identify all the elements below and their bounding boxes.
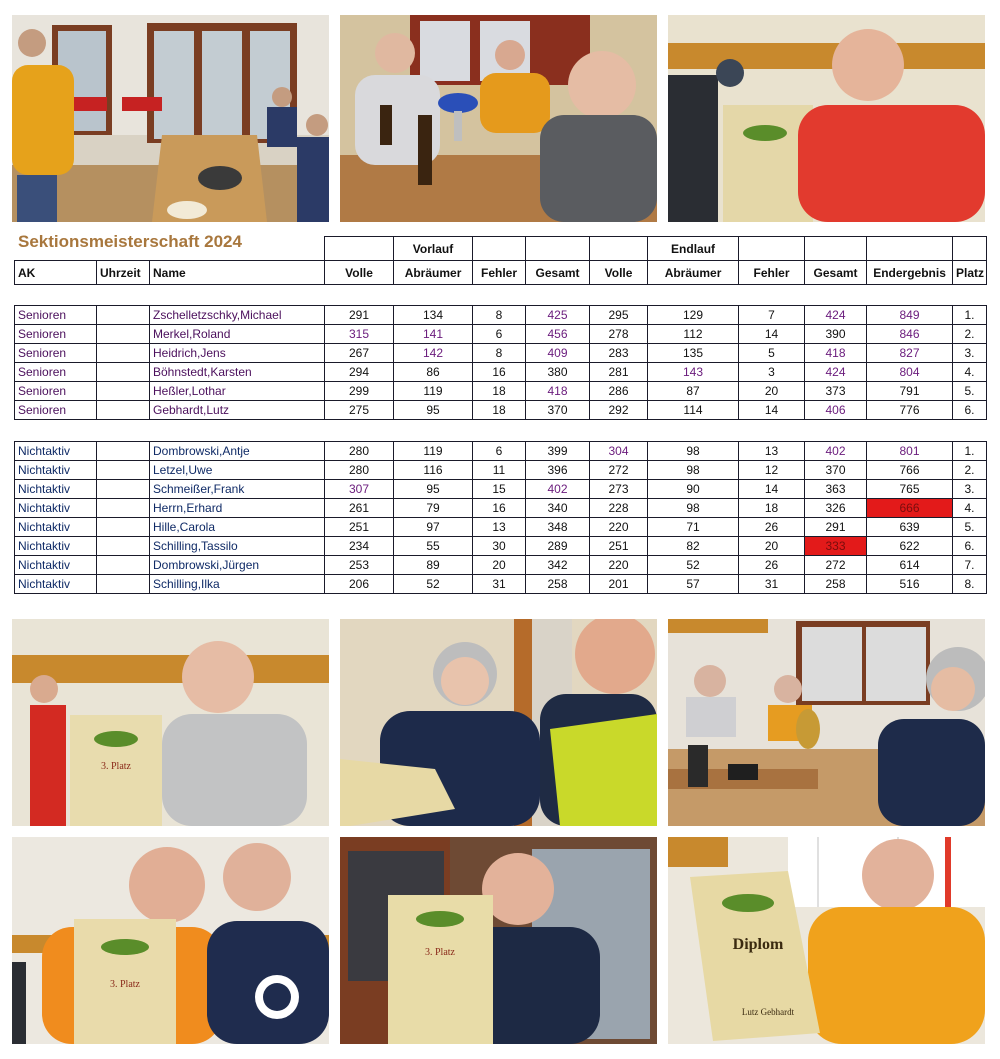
cell-platz: 1. (953, 442, 987, 461)
cell-v-fehler: 15 (473, 480, 526, 499)
cell-e-fehler: 26 (739, 556, 805, 575)
cell-name: Schmeißer,Frank (150, 480, 325, 499)
cell-v-gesamt: 402 (526, 480, 590, 499)
cell-ak: Nichtaktiv (15, 575, 97, 594)
cell-ak: Nichtaktiv (15, 537, 97, 556)
cell-v-gesamt: 342 (526, 556, 590, 575)
cell-v-fehler: 8 (473, 306, 526, 325)
cell-v-abr: 142 (394, 344, 473, 363)
table-row (15, 461, 987, 480)
cell-name: Dombrowski,Jürgen (150, 556, 325, 575)
cell-e-fehler: 3 (739, 363, 805, 382)
photo-certificate-red-sweater (668, 15, 985, 222)
cell-e-abr: 57 (648, 575, 739, 594)
cell-v-volle: 267 (325, 344, 394, 363)
cell-uhrzeit (97, 325, 150, 344)
cell-e-abr: 98 (648, 499, 739, 518)
cell-platz: 4. (953, 499, 987, 518)
cell-v-abr: 116 (394, 461, 473, 480)
header-vorlauf: Vorlauf (394, 237, 473, 261)
cell-e-volle: 220 (590, 518, 648, 537)
table-row (15, 325, 987, 344)
cell-e-volle: 201 (590, 575, 648, 594)
cell-v-gesamt: 370 (526, 401, 590, 420)
cell-ak: Nichtaktiv (15, 461, 97, 480)
cell-v-gesamt: 289 (526, 537, 590, 556)
cell-ende: 846 (867, 325, 953, 344)
cell-e-abr: 98 (648, 461, 739, 480)
table-row (15, 401, 987, 420)
cell-v-gesamt: 258 (526, 575, 590, 594)
cell-v-fehler: 18 (473, 401, 526, 420)
cell-v-abr: 89 (394, 556, 473, 575)
cell-v-abr: 52 (394, 575, 473, 594)
cell-v-abr: 119 (394, 442, 473, 461)
cell-e-gesamt: 390 (805, 325, 867, 344)
cell-v-abr: 119 (394, 382, 473, 401)
photo-woman-with-certificate (340, 619, 657, 826)
cell-v-gesamt: 340 (526, 499, 590, 518)
cell-v-gesamt: 399 (526, 442, 590, 461)
cell-platz: 3. (953, 480, 987, 499)
cell-v-gesamt: 396 (526, 461, 590, 480)
header-gesamt-end: Gesamt (805, 261, 867, 285)
diplom-name: Lutz Gebhardt (741, 1007, 795, 1017)
cell-ak: Nichtaktiv (15, 556, 97, 575)
cell-uhrzeit (97, 518, 150, 537)
cell-e-fehler: 20 (739, 537, 805, 556)
results-header (14, 236, 987, 285)
table-row (15, 556, 987, 575)
header-volle-end: Volle (590, 261, 648, 285)
cell-uhrzeit (97, 556, 150, 575)
cell-uhrzeit (97, 575, 150, 594)
cell-e-gesamt: 333 (805, 537, 867, 556)
cell-platz: 2. (953, 325, 987, 344)
cell-platz: 5. (953, 382, 987, 401)
page-title: Sektionsmeisterschaft 2024 (18, 232, 242, 251)
header-ak: AK (15, 261, 97, 285)
nichtaktiv-table (14, 441, 987, 594)
cell-e-fehler: 14 (739, 325, 805, 344)
header-abraeumer: Abräumer (394, 261, 473, 285)
cell-e-volle: 272 (590, 461, 648, 480)
cell-v-volle: 251 (325, 518, 394, 537)
photo-certificate-grey-sweater (12, 619, 329, 826)
cell-e-volle: 220 (590, 556, 648, 575)
cell-name: Böhnstedt,Karsten (150, 363, 325, 382)
cell-v-fehler: 11 (473, 461, 526, 480)
cell-ak: Nichtaktiv (15, 442, 97, 461)
cell-e-gesamt: 406 (805, 401, 867, 420)
cell-ende: 516 (867, 575, 953, 594)
table-row (15, 363, 987, 382)
cell-uhrzeit (97, 537, 150, 556)
cell-ende: 776 (867, 401, 953, 420)
cell-platz: 6. (953, 537, 987, 556)
table-row (15, 537, 987, 556)
table-row (15, 344, 987, 363)
cell-ende: 804 (867, 363, 953, 382)
cell-e-gesamt: 326 (805, 499, 867, 518)
cell-v-fehler: 6 (473, 442, 526, 461)
photo-trophy-toast (340, 15, 657, 222)
cell-e-gesamt: 363 (805, 480, 867, 499)
cell-ende: 614 (867, 556, 953, 575)
cell-v-abr: 95 (394, 401, 473, 420)
cell-uhrzeit (97, 499, 150, 518)
table-row (15, 575, 987, 594)
cell-e-volle: 228 (590, 499, 648, 518)
cell-e-abr: 143 (648, 363, 739, 382)
cell-platz: 3. (953, 344, 987, 363)
cell-e-abr: 52 (648, 556, 739, 575)
cell-ak: Nichtaktiv (15, 499, 97, 518)
cell-v-fehler: 6 (473, 325, 526, 344)
cell-ende: 622 (867, 537, 953, 556)
cell-uhrzeit (97, 344, 150, 363)
cell-e-abr: 71 (648, 518, 739, 537)
cell-e-abr: 87 (648, 382, 739, 401)
cell-v-fehler: 16 (473, 363, 526, 382)
diplom-heading: Diplom (732, 936, 784, 953)
cell-ak: Senioren (15, 325, 97, 344)
header-gesamt: Gesamt (526, 261, 590, 285)
cell-name: Merkel,Roland (150, 325, 325, 344)
cell-e-volle: 292 (590, 401, 648, 420)
cell-v-fehler: 8 (473, 344, 526, 363)
header-fehler-end: Fehler (739, 261, 805, 285)
cell-e-gesamt: 373 (805, 382, 867, 401)
cell-uhrzeit (97, 461, 150, 480)
photo-room-scene (12, 15, 329, 222)
cell-name: Schilling,Ilka (150, 575, 325, 594)
cell-e-gesamt: 370 (805, 461, 867, 480)
cell-e-abr: 129 (648, 306, 739, 325)
cell-e-fehler: 5 (739, 344, 805, 363)
cell-e-fehler: 26 (739, 518, 805, 537)
cell-name: Dombrowski,Antje (150, 442, 325, 461)
cell-v-abr: 141 (394, 325, 473, 344)
photo-two-men-certificate (12, 837, 329, 1044)
cell-e-volle: 283 (590, 344, 648, 363)
cell-name: Heßler,Lothar (150, 382, 325, 401)
photo-trophy-handover (668, 619, 985, 826)
cell-ak: Senioren (15, 401, 97, 420)
cell-uhrzeit (97, 306, 150, 325)
cell-e-fehler: 12 (739, 461, 805, 480)
header-fehler: Fehler (473, 261, 526, 285)
cell-v-volle: 280 (325, 461, 394, 480)
senioren-table (14, 305, 987, 420)
cell-e-fehler: 7 (739, 306, 805, 325)
cell-v-fehler: 31 (473, 575, 526, 594)
cell-v-gesamt: 425 (526, 306, 590, 325)
cell-v-gesamt: 456 (526, 325, 590, 344)
cell-ende: 801 (867, 442, 953, 461)
cell-ak: Senioren (15, 344, 97, 363)
cell-e-gesamt: 258 (805, 575, 867, 594)
cell-e-gesamt: 418 (805, 344, 867, 363)
photo-diplom-yellow-sweater (668, 837, 985, 1044)
cell-platz: 5. (953, 518, 987, 537)
cell-name: Zschelletzschky,Michael (150, 306, 325, 325)
cell-ende: 791 (867, 382, 953, 401)
table-row (15, 442, 987, 461)
cell-v-volle: 206 (325, 575, 394, 594)
cell-v-abr: 95 (394, 480, 473, 499)
cell-e-fehler: 13 (739, 442, 805, 461)
cell-e-fehler: 31 (739, 575, 805, 594)
cell-e-abr: 112 (648, 325, 739, 344)
cell-uhrzeit (97, 363, 150, 382)
cell-ende: 765 (867, 480, 953, 499)
cell-v-abr: 134 (394, 306, 473, 325)
cell-e-abr: 82 (648, 537, 739, 556)
cell-v-gesamt: 418 (526, 382, 590, 401)
table-row (15, 480, 987, 499)
cell-e-abr: 98 (648, 442, 739, 461)
cell-platz: 1. (953, 306, 987, 325)
cell-platz: 2. (953, 461, 987, 480)
table-row (15, 306, 987, 325)
cell-ak: Senioren (15, 306, 97, 325)
cell-e-volle: 286 (590, 382, 648, 401)
cell-e-gesamt: 291 (805, 518, 867, 537)
cell-e-abr: 90 (648, 480, 739, 499)
cell-ak: Senioren (15, 382, 97, 401)
header-abraeumer-end: Abräumer (648, 261, 739, 285)
cell-platz: 6. (953, 401, 987, 420)
header-volle: Volle (325, 261, 394, 285)
cell-v-volle: 234 (325, 537, 394, 556)
header-endlauf: Endlauf (648, 237, 739, 261)
cell-v-gesamt: 348 (526, 518, 590, 537)
cell-v-fehler: 18 (473, 382, 526, 401)
cell-platz: 8. (953, 575, 987, 594)
cell-e-gesamt: 272 (805, 556, 867, 575)
cell-e-fehler: 20 (739, 382, 805, 401)
cell-e-fehler: 18 (739, 499, 805, 518)
cell-ende: 827 (867, 344, 953, 363)
cell-v-abr: 86 (394, 363, 473, 382)
cell-ak: Nichtaktiv (15, 480, 97, 499)
cell-ende: 849 (867, 306, 953, 325)
cell-e-volle: 273 (590, 480, 648, 499)
header-uhrzeit: Uhrzeit (97, 261, 150, 285)
cell-e-gesamt: 402 (805, 442, 867, 461)
cell-v-gesamt: 380 (526, 363, 590, 382)
cell-v-gesamt: 409 (526, 344, 590, 363)
cell-v-volle: 294 (325, 363, 394, 382)
photo-laughing-man-certificate (340, 837, 657, 1044)
cell-uhrzeit (97, 382, 150, 401)
cell-name: Herrn,Erhard (150, 499, 325, 518)
cell-e-volle: 295 (590, 306, 648, 325)
cell-e-gesamt: 424 (805, 306, 867, 325)
table-row (15, 382, 987, 401)
cell-platz: 4. (953, 363, 987, 382)
cell-v-volle: 299 (325, 382, 394, 401)
cell-e-abr: 135 (648, 344, 739, 363)
table-row (15, 499, 987, 518)
cell-e-volle: 304 (590, 442, 648, 461)
cell-name: Hille,Carola (150, 518, 325, 537)
cell-v-abr: 97 (394, 518, 473, 537)
cell-v-volle: 307 (325, 480, 394, 499)
cell-uhrzeit (97, 401, 150, 420)
cell-v-volle: 275 (325, 401, 394, 420)
cell-name: Letzel,Uwe (150, 461, 325, 480)
certificate-platz-text: 3. Platz (101, 761, 131, 772)
cell-v-fehler: 13 (473, 518, 526, 537)
cell-ende: 666 (867, 499, 953, 518)
cell-v-abr: 79 (394, 499, 473, 518)
header-endergebnis: Endergebnis (867, 261, 953, 285)
cell-uhrzeit (97, 480, 150, 499)
cell-e-gesamt: 424 (805, 363, 867, 382)
cell-v-fehler: 20 (473, 556, 526, 575)
cell-v-volle: 315 (325, 325, 394, 344)
cell-uhrzeit (97, 442, 150, 461)
cell-e-fehler: 14 (739, 480, 805, 499)
cell-v-abr: 55 (394, 537, 473, 556)
cell-v-fehler: 16 (473, 499, 526, 518)
certificate-platz-text-2: 3. Platz (110, 979, 140, 990)
cell-e-volle: 251 (590, 537, 648, 556)
cell-ende: 639 (867, 518, 953, 537)
cell-v-volle: 280 (325, 442, 394, 461)
cell-name: Schilling,Tassilo (150, 537, 325, 556)
cell-ak: Nichtaktiv (15, 518, 97, 537)
cell-ak: Senioren (15, 363, 97, 382)
table-row (15, 518, 987, 537)
certificate-platz-text-3: 3. Platz (425, 947, 455, 958)
header-name: Name (150, 261, 325, 285)
cell-platz: 7. (953, 556, 987, 575)
cell-e-abr: 114 (648, 401, 739, 420)
cell-v-volle: 253 (325, 556, 394, 575)
header-platz: Platz (953, 261, 987, 285)
cell-e-fehler: 14 (739, 401, 805, 420)
cell-v-volle: 291 (325, 306, 394, 325)
cell-ende: 766 (867, 461, 953, 480)
cell-name: Gebhardt,Lutz (150, 401, 325, 420)
cell-name: Heidrich,Jens (150, 344, 325, 363)
cell-e-volle: 278 (590, 325, 648, 344)
cell-v-fehler: 30 (473, 537, 526, 556)
cell-e-volle: 281 (590, 363, 648, 382)
cell-v-volle: 261 (325, 499, 394, 518)
